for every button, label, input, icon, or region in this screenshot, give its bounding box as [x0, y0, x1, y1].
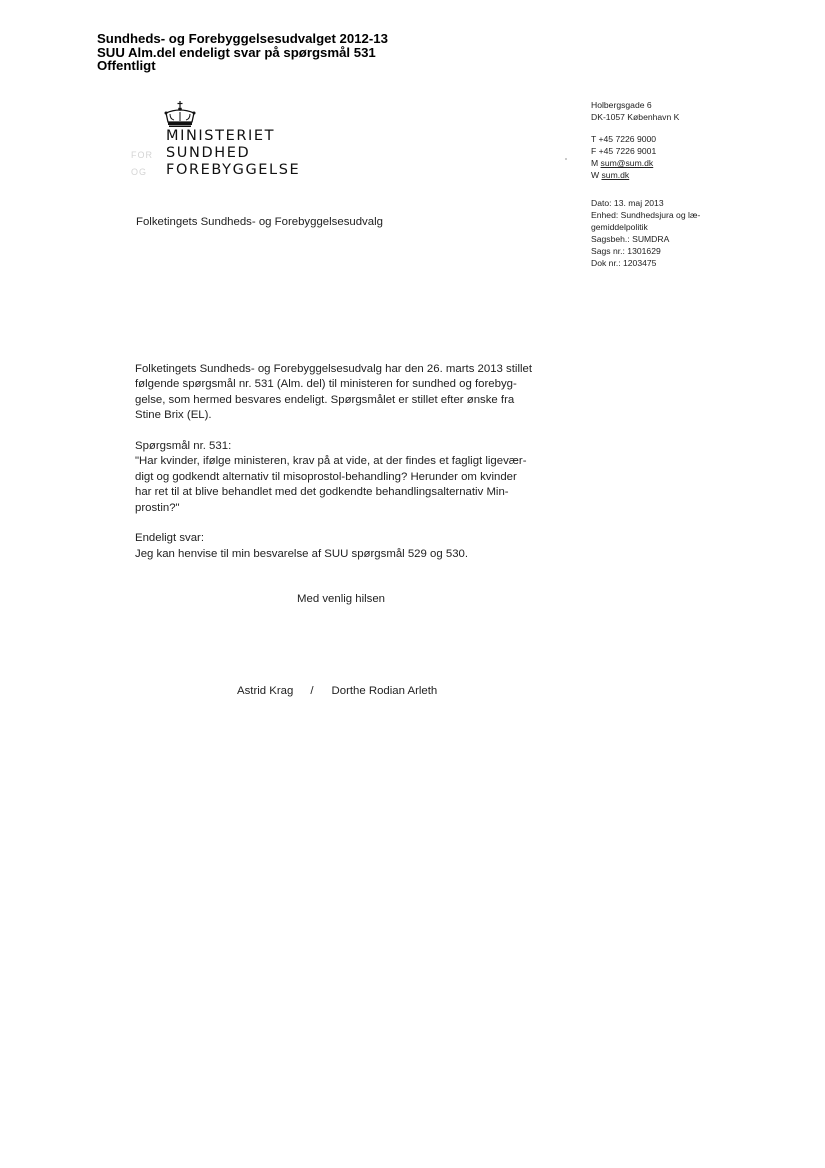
intro-line: Folketingets Sundheds- og Forebyggelsesudvalg har den 26. marts 2013 stillet	[135, 363, 533, 375]
question-line: har ret til at blive behandlet med det godkendte behandlingsalternativ Min-	[135, 486, 509, 499]
header-committee: Sundheds- og Forebyggelsesudvalget 2012-13	[97, 31, 388, 46]
signer-separator: /	[310, 685, 314, 697]
logo-line-ministeriet: MINISTERIET	[166, 128, 276, 144]
signer-official: Dorthe Rodian Arleth	[331, 685, 438, 697]
unit-line-1: Enhed: Sundhedsjura og læ-	[591, 210, 701, 220]
fax-number: F +45 7226 9001	[591, 146, 657, 156]
signatures	[237, 685, 437, 697]
letter-date: Dato: 13. maj 2013	[591, 198, 664, 208]
contact-sidebar	[591, 99, 741, 269]
web-link[interactable]: sum.dk	[601, 170, 630, 180]
header-status: Offentligt	[97, 58, 156, 74]
email-prefix: M	[591, 158, 601, 168]
intro-line: gelse, som hermed besvares endeligt. Spørgsmålet er stillet efter ønske fra	[135, 393, 515, 406]
logo-line-forebyggelse: FOREBYGGELSE	[166, 162, 301, 178]
scan-speck	[565, 158, 567, 160]
closing-greeting: Med venlig hilsen	[297, 593, 386, 605]
signer-minister: Astrid Krag	[237, 685, 294, 697]
logo-ghost-og: OG	[131, 167, 148, 177]
question-label: Spørgsmål nr. 531:	[135, 440, 232, 453]
crown-icon	[160, 101, 200, 129]
case-number: Sags nr.: 1301629	[591, 246, 661, 256]
address-street: Holbergsgade 6	[591, 100, 652, 110]
letter-body	[135, 362, 575, 562]
question-line: digt og godkendt alternativ til misoprostol-behandling? Herunder om kvinder	[135, 470, 517, 483]
answer-text: Jeg kan henvise til min besvarelse af SUU spørgsmål 529 og 530.	[135, 547, 469, 560]
question-line: prostin?"	[135, 501, 180, 514]
unit-line-2: gemiddelpolitik	[591, 222, 648, 232]
email-link[interactable]: sum@sum.dk	[600, 158, 654, 168]
document-header	[97, 32, 388, 73]
recipient: Folketingets Sundheds- og Forebyggelsesudvalg	[136, 216, 383, 228]
caseworker: Sagsbeh.: SUMDRA	[591, 234, 670, 244]
question-line: "Har kvinder, ifølge ministeren, krav på at vide, at der findes et fagligt ligevær-	[135, 455, 527, 468]
web-row	[591, 169, 741, 181]
address-city: DK-1057 København K	[591, 112, 680, 122]
email-row	[591, 157, 741, 169]
ministry-logo	[166, 128, 300, 179]
logo-line-sundhed: SUNDHED	[166, 145, 251, 161]
phone-number: T +45 7226 9000	[591, 134, 657, 144]
intro-line: følgende spørgsmål nr. 531 (Alm. del) til ministeren for sundhed og forebyg-	[135, 378, 517, 391]
answer-label: Endeligt svar:	[135, 532, 205, 545]
header-subject: SUU Alm.del endeligt svar på spørgsmål 531	[97, 44, 376, 60]
intro-line: Stine Brix (EL).	[135, 409, 212, 422]
logo-ghost-for: FOR	[131, 150, 153, 160]
web-prefix: W	[591, 170, 602, 180]
document-number: Dok nr.: 1203475	[591, 258, 657, 268]
